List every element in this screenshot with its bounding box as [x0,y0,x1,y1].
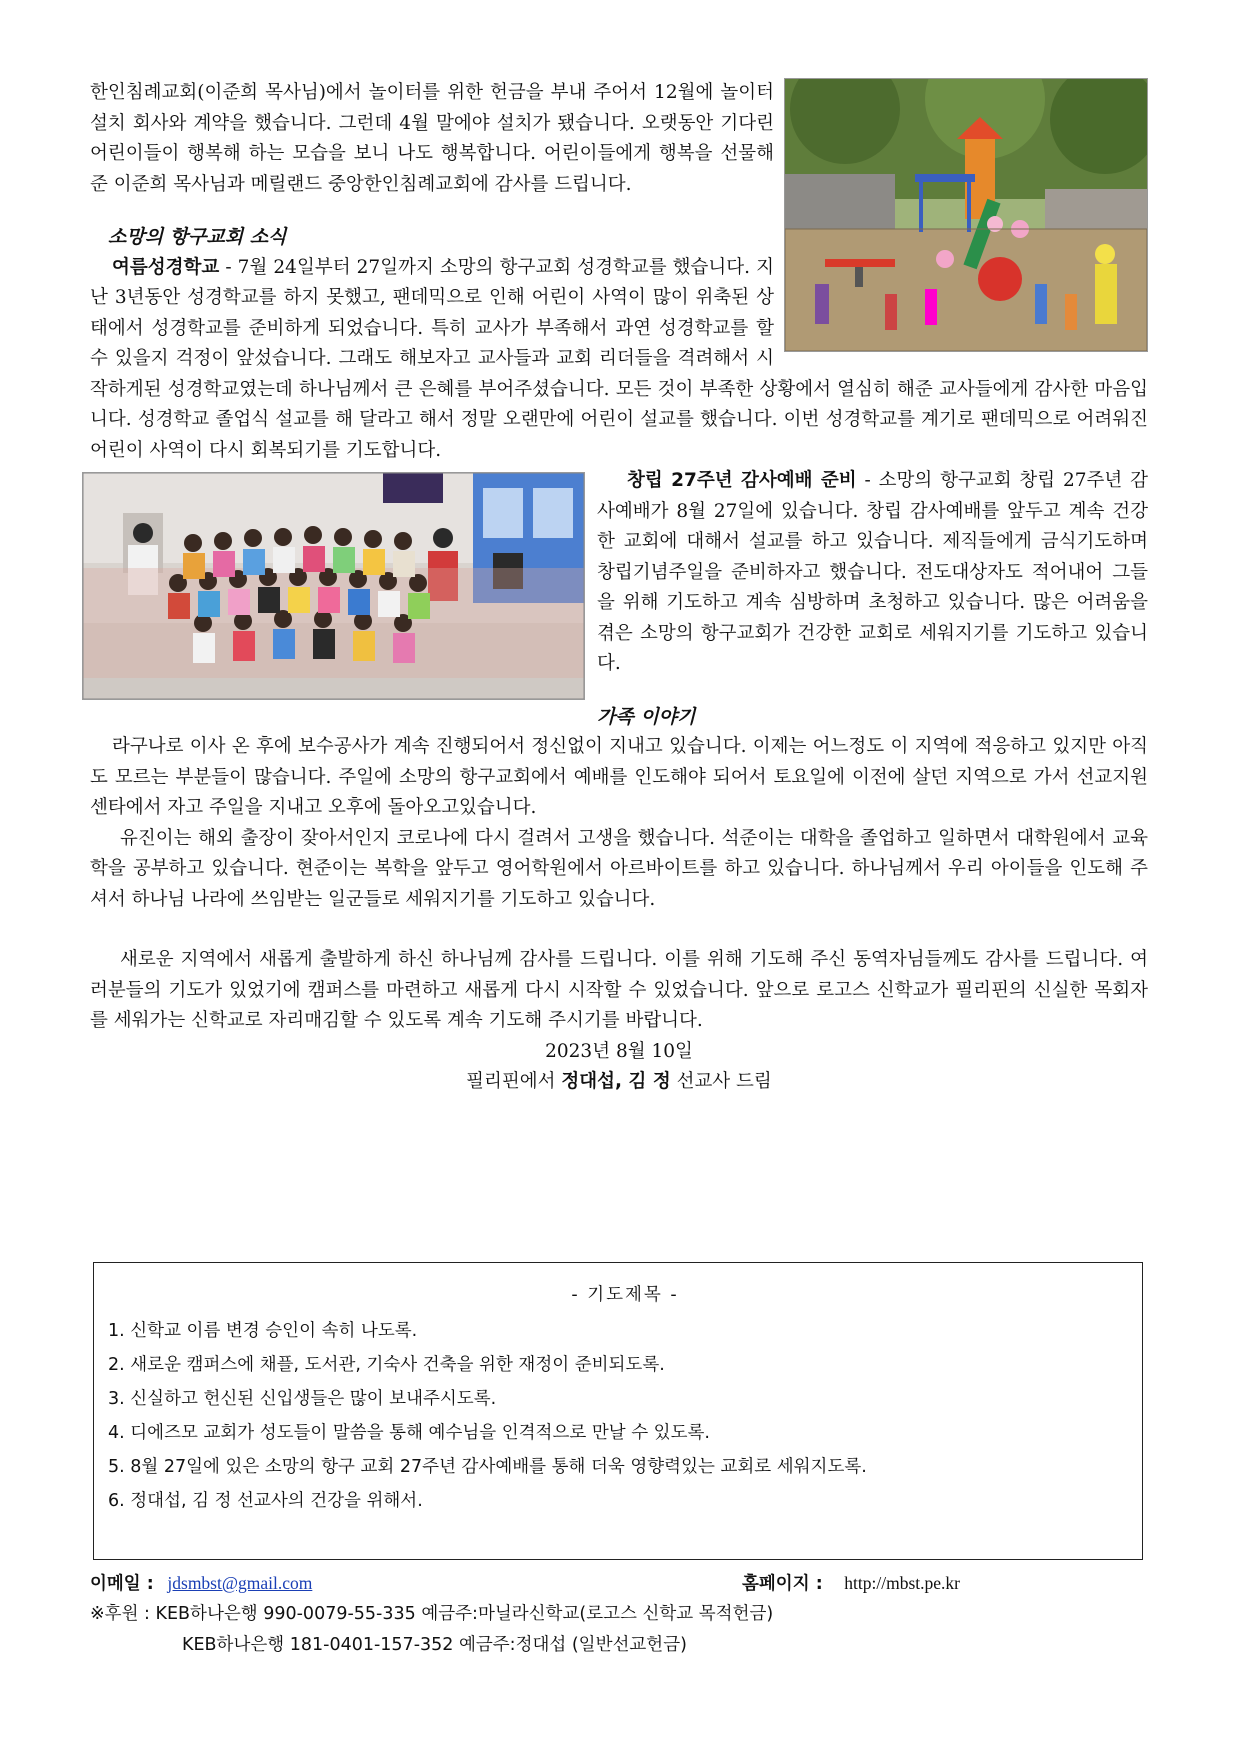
homepage-link[interactable]: http://mbst.pe.kr [844,1573,960,1593]
playground-photo [784,78,1148,352]
vbs-group-image [83,473,584,699]
prayer-item: 5. 8월 27일에 있은 소망의 항구 교회 27주년 감사예배를 통해 더욱 영향력있는 교회로 세워지도록. [108,1457,867,1477]
donation-account-2: KEB하나은행 181-0401-157-352 예금주:정대섭 (일반선교헌금) [182,1635,687,1655]
signature-line [90,1067,1148,1098]
summer-school-lead: 여름성경학교 [112,256,220,278]
spacer [90,915,1148,945]
prayer-requests-box [93,1262,1143,1560]
prayer-item: 6. 정대섭, 김 정 선교사의 건강을 위해서. [108,1491,423,1511]
anniversary-lead: 창립 27주년 감사예배 준비 [627,470,857,491]
donation-account-1: ※후원 : KEB하나은행 990-0079-55-335 예금주:마닐라신학교(로고스 신학교 목적헌금) [90,1604,774,1624]
signature-suffix: 선교사 드림 [670,1071,772,1092]
anniversary-text: - 소망의 항구교회 창립 27주년 감사예배가 8월 27일에 있습니다. 창립 감사예배를 앞두고 계속 건강한 교회에 대해서 설교를 하고 있습니다. 제직들에게 금식기도하며 창립기념주일을 준비하자고 했습니다. 전도대상자도 적어내어 그들을 위해 기도하고 계속 심방하며 초청하고 있습니다. 많은 어려움을 겪은 소망의 항구교회가 건강한 교회로 세워지기를 기도하고 있습니다. [597,470,1149,674]
signature-names: 정대섭, 김 정 [561,1071,671,1092]
section-heading-family: 가족 이야기 [597,705,696,728]
newsletter-body [90,78,1148,1098]
prayer-item: 2. 새로운 캠퍼스에 채플, 도서관, 기숙사 건축을 위한 재정이 준비되도록. [108,1355,665,1375]
playground-image [785,79,1147,351]
homepage [742,1568,960,1600]
prayer-item: 4. 디에즈모 교회가 성도들이 말씀을 통해 예수님을 인격적으로 만날 수 있도록. [108,1423,710,1443]
signature-prefix: 필리핀에서 [466,1071,562,1092]
prayer-item: 3. 신실하고 헌신된 신입생들은 많이 보내주시도록. [108,1389,497,1409]
prayer-item: 1. 신학교 이름 변경 승인이 속히 나도록. [108,1321,418,1341]
email-label: 이메일 : [90,1574,154,1594]
contact-footer [90,1568,1150,1661]
summer-school-text: - 7월 24일부터 27일까지 소망의 항구교회 성경학교를 했습니다. 지난 3년동안 성경학교를 하지 못했고, 팬데믹으로 인해 어린이 사역이 많이 위축된 상태에서 성경학교를 준비하게 되었습니다. 특히 교사가 부족해서 과연 성경학교를 할 수 있을지 걱정이 앞섰습니다. 그래도 해보자고 교사들과 교회 리더들을 격려해서 시작하게된 성경학교였는데 하나님께서 큰 은혜를 부어주셨습니다. 모든 것이 부족한 상황에서 열심히 해준 교사들에게 감사한 마음입니다. 성경학교 졸업식 설교를 해 달라고 해서 정말 오랜만에 어린이 설교를 했습니다. 이번 성경학교를 계기로 팬데믹으로 어려워진 어린이 사역이 다시 회복되기를 기도합니다. [90,256,1148,461]
intro-paragraph: 한인침례교회(이준희 목사님)에서 놀이터를 위한 헌금을 부내 주어서 12월에 놀이터 설치 회사와 계약을 했습니다. 그런데 4월 말에야 설치가 됐습니다. 오랫동안 기다린 어린이들이 행복해 하는 모습을 보니 나도 행복합니다. 어린이들에게 행복을 선물해준 이준희 목사님과 메릴랜드 중앙한인침례교회에 감사를 드립니다. [90,82,774,195]
section-heading-church: 소망의 항구교회 소식 [108,226,287,248]
prayer-title: - 기도제목 - [571,1285,679,1305]
letter-date: 2023년 8월 10일 [545,1040,693,1062]
homepage-label: 홈페이지 : [742,1574,823,1594]
contact-row [90,1568,1150,1599]
closing-paragraph: 새로운 지역에서 새롭게 출발하게 하신 하나님께 감사를 드립니다. 이를 위해 기도해 주신 동역자님들께도 감사를 드립니다. 여러분들의 기도가 있었기에 캠퍼스를 마련하고 새롭게 다시 시작할 수 있었습니다. 앞으로 로고스 신학교가 필리핀의 신실한 목회자를 세워가는 신학교로 자리매김할 수 있도록 계속 기도해 주시기를 바랍니다. [90,949,1148,1031]
family-paragraph-2: 유진이는 해외 출장이 잦아서인지 코로나에 다시 걸려서 고생을 했습니다. 석준이는 대학을 졸업하고 일하면서 대학원에서 교육학을 공부하고 있습니다. 현준이는 복학을 앞두고 영어학원에서 아르바이트를 하고 있습니다. 하나님께서 우리 아이들을 인도해 주셔서 하나님 나라에 쓰임받는 일군들로 세워지기를 기도하고 있습니다. [90,827,1148,910]
email-link[interactable]: jdsmbst@gmail.com [167,1573,313,1593]
vbs-group-photo [82,472,585,700]
family-paragraph-1: 라구나로 이사 온 후에 보수공사가 계속 진행되어서 정신없이 지내고 있습니다. 이제는 어느정도 이 지역에 적응하고 있지만 아직도 모르는 부분들이 많습니다. 주일에 소망의 항구교회에서 예배를 인도해야 되어서 토요일에 이전에 살던 지역으로 가서 선교지원센타에서 자고 주일을 지내고 오후에 돌아오고있습니다. [90,736,1148,818]
